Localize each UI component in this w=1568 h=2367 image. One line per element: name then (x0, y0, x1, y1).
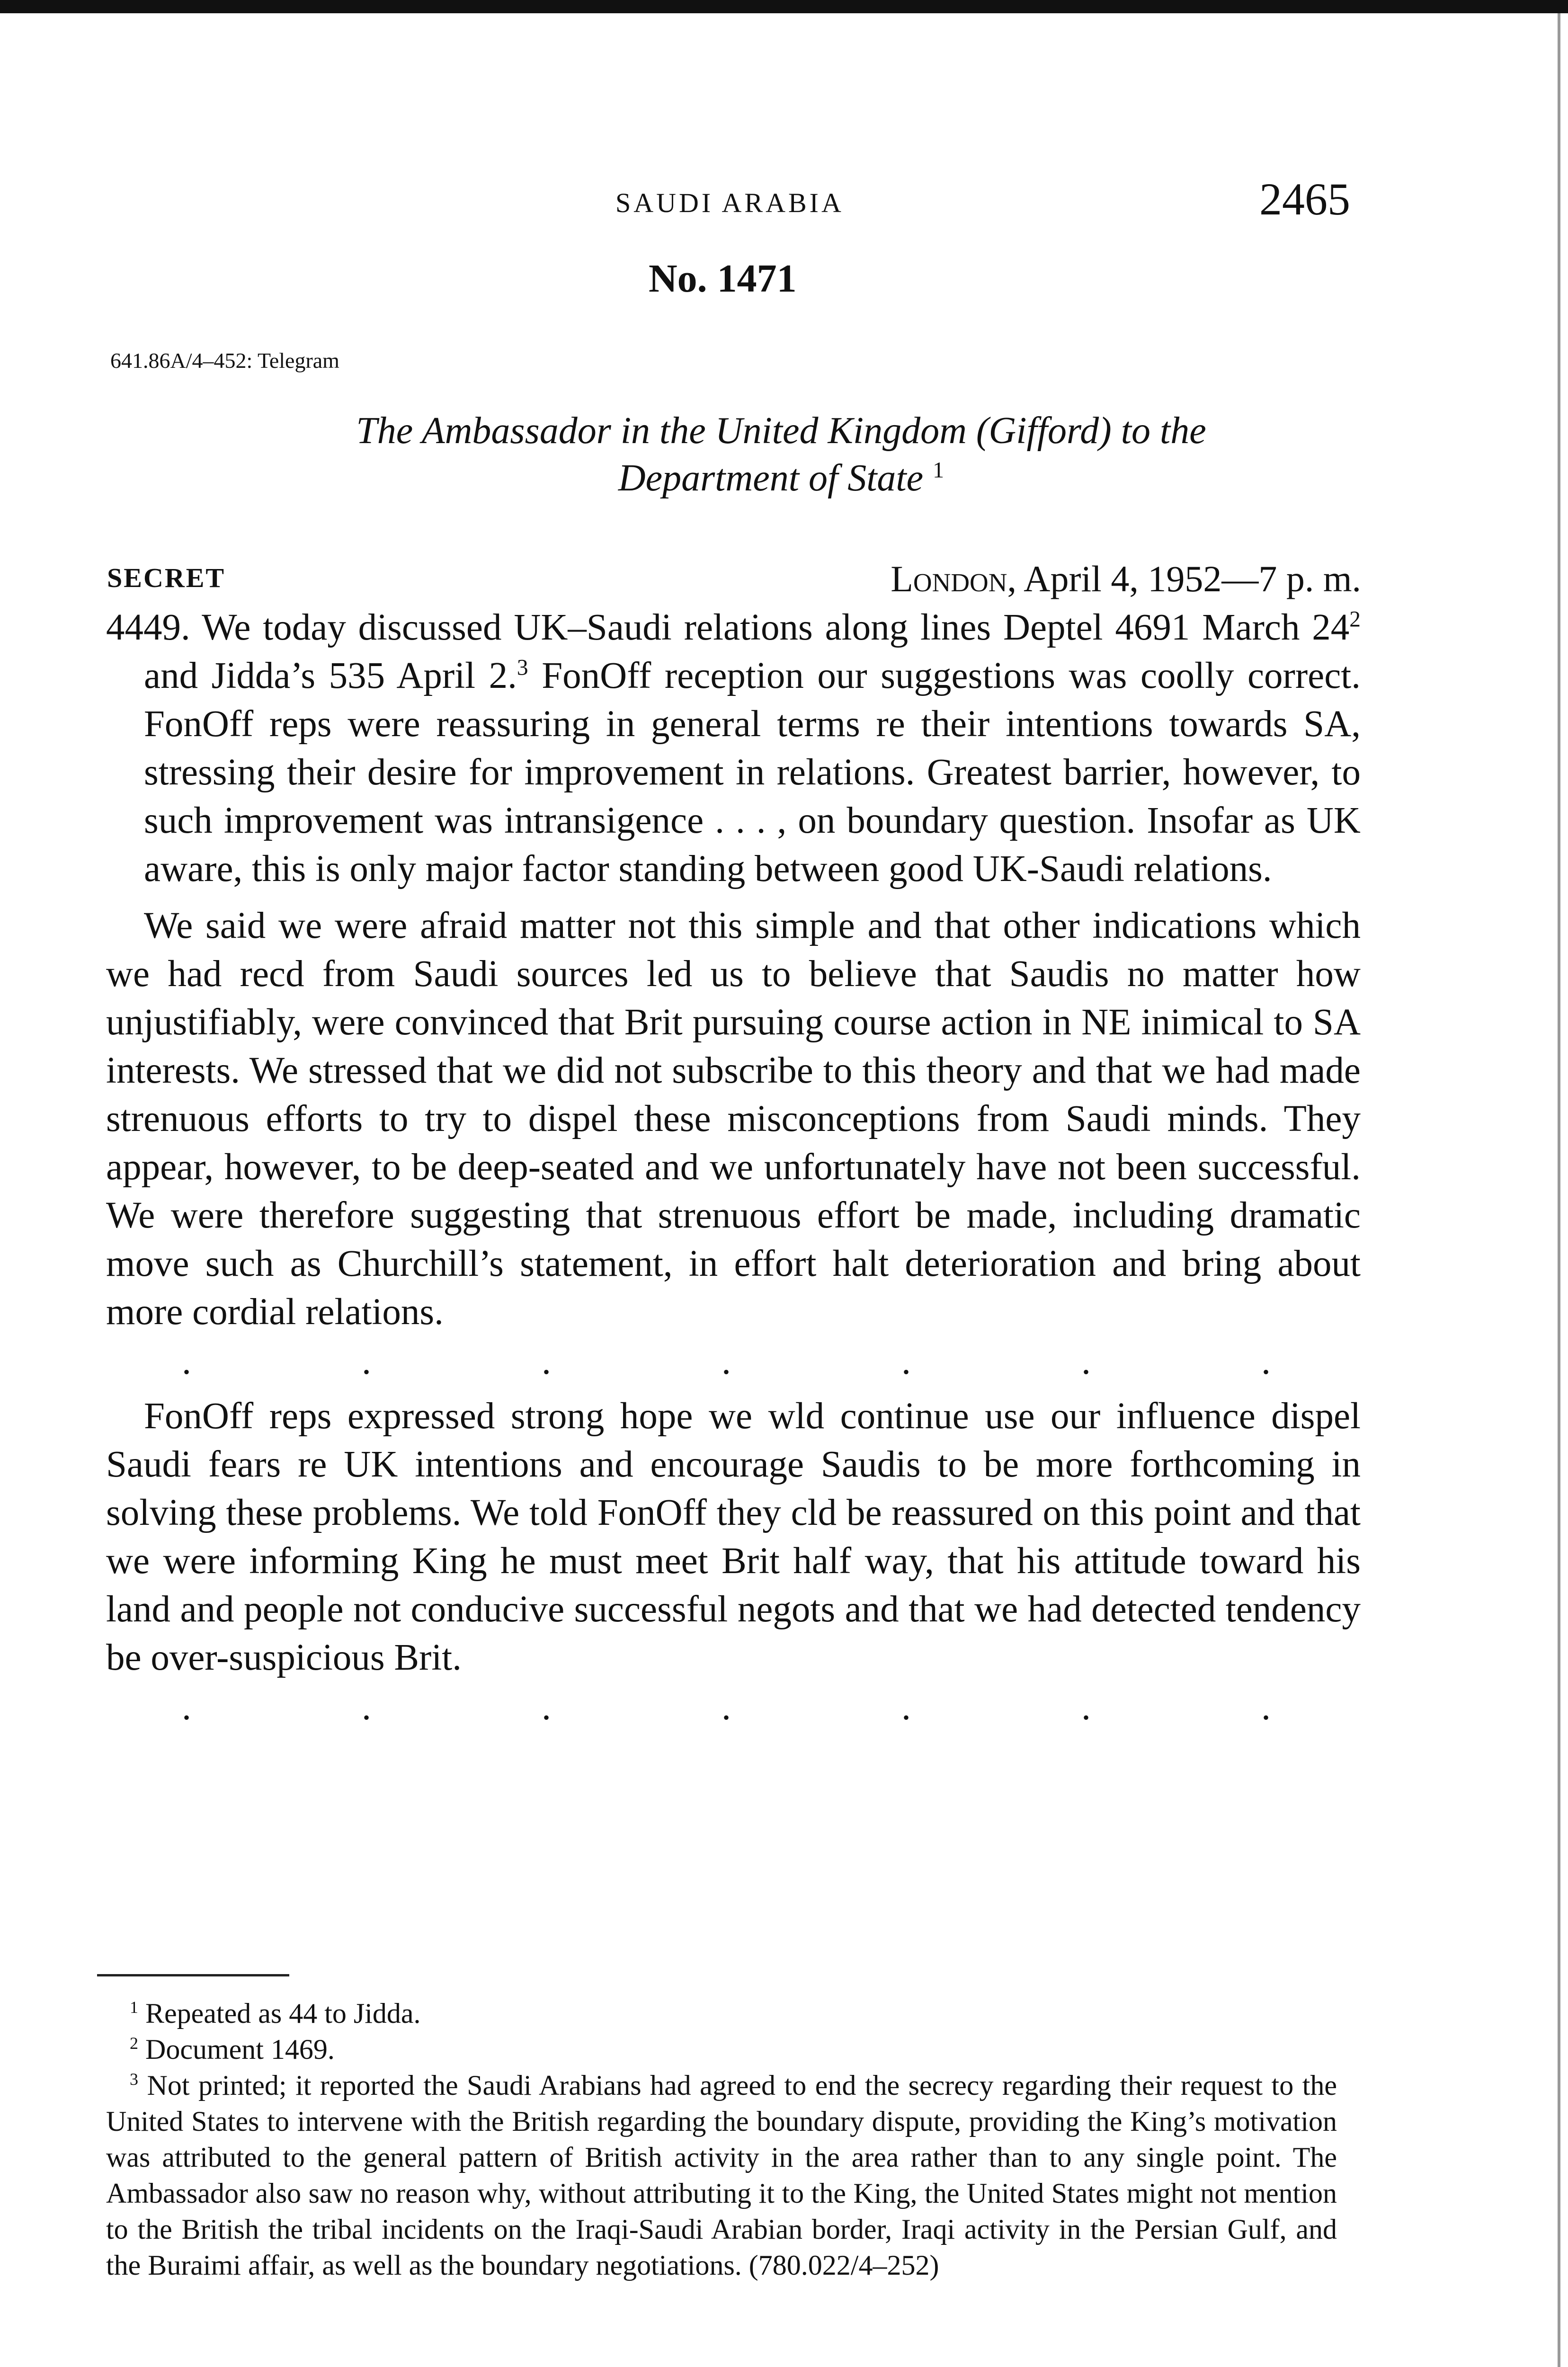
ellipsis-dot: . (1261, 1686, 1271, 1728)
footnote-mark-1: 1 (130, 1998, 138, 2017)
footnote-2 (106, 2031, 1337, 2067)
scan-top-edge (0, 0, 1568, 13)
heading-line-2-text: Department of State (618, 457, 924, 499)
ellipsis-dot: . (182, 1341, 191, 1382)
paragraph-1 (106, 604, 1361, 893)
footnote-ref-3: 3 (517, 655, 528, 680)
dateline (891, 558, 1361, 600)
heading-line-1: The Ambassador in the United Kingdom (Gifford) to the (356, 410, 1206, 452)
footnotes (106, 1995, 1337, 2283)
file-reference: 641.86A/4–452: Telegram (110, 348, 339, 373)
footnote-3 (106, 2067, 1337, 2283)
paragraph-1-part-b: and Jidda’s 535 April 2. (144, 655, 517, 696)
ellipsis-dot: . (901, 1686, 911, 1728)
document-heading (142, 407, 1420, 502)
running-title: SAUDI ARABIA (615, 187, 844, 218)
ellipsis-dot: . (1081, 1341, 1091, 1382)
paragraph-3: FonOff reps expressed strong hope we wld continue use our influence dispel Saudi fears re UK intentions and encourage Saudis to be more forthcoming in solving these problems. We told FonOff they cld be reassured on this point and that we were informing King he must meet Brit half way, that his attitude toward his land and people not conducive successful negots and that we had detected tendency be over-suspicious Brit. (106, 1396, 1361, 1678)
paragraph-1-part-a: 4449. We today discussed UK–Saudi relations along lines Deptel 4691 March 24 (106, 607, 1350, 648)
document-number: No. 1471 (649, 257, 797, 301)
ellipsis-dot: . (542, 1341, 551, 1382)
classification-label: SECRET (107, 562, 226, 593)
telegram-body (106, 604, 1361, 1738)
paragraph-1-part-c: FonOff reception our suggestions was coolly correct. FonOff reps were reassuring in general terms re their intentions towards SA, stressing their desire for improvement in relations. Greatest barrier, however, to such improvement was intransigence . . . , on boundary question. Insofar as UK aware, this is only major factor standing between good UK-Saudi relations. (144, 655, 1361, 890)
footnote-1 (106, 1995, 1337, 2031)
ellipsis-dot: . (1081, 1686, 1091, 1728)
ellipsis-dot: . (722, 1686, 731, 1728)
footnote-1-text: Repeated as 44 to Jidda. (138, 1998, 421, 2029)
scan-right-edge (1558, 13, 1560, 2367)
dateline-place: London (891, 558, 1007, 599)
ellipsis-dot: . (901, 1341, 911, 1382)
footnote-ref-1: 1 (933, 457, 944, 483)
ellipsis-dot: . (362, 1686, 371, 1728)
footnote-2-text: Document 1469. (138, 2034, 335, 2065)
ellipsis-dot: . (1261, 1341, 1271, 1382)
ellipsis-row-2 (182, 1686, 1271, 1728)
ellipsis-dot: . (722, 1341, 731, 1382)
footnote-mark-3: 3 (130, 2070, 138, 2089)
ellipsis-dot: . (182, 1686, 191, 1728)
ellipsis-row-1 (182, 1341, 1271, 1382)
footnote-mark-2: 2 (130, 2034, 138, 2053)
footnote-ref-2: 2 (1349, 607, 1361, 632)
page-number: 2465 (1259, 174, 1350, 224)
heading-line-2 (142, 454, 1420, 502)
footnote-3-text: Not printed; it reported the Saudi Arabians had agreed to end the secrecy regarding their request to the United States to intervene with the British regarding the boundary dispute, providing the King’s motivation was attributed to the general pattern of British activity in the area rather than to any single point. The Ambassador also saw no reason why, without attributing it to the King, the United States might not mention to the British the tribal incidents on the Iraqi-Saudi Arabian border, Iraqi activity in the Persian Gulf, and the Buraimi affair, as well as the boundary negotiations. (780.022/4–252) (106, 2070, 1337, 2281)
ellipsis-dot: . (542, 1686, 551, 1728)
dateline-date: , April 4, 1952—7 p. m. (1007, 558, 1361, 599)
paragraph-2: We said we were afraid matter not this simple and that other indications which we had recd from Saudi sources led us to believe that Saudis no matter how unjustifiably, were convinced that Brit pursuing course action in NE inimical to SA interests. We stressed that we did not subscribe to this theory and that we had made strenuous efforts to try to dispel these misconceptions from Saudi minds. They appear, however, to be deep-seated and we unfortunately have not been successful. We were therefore suggesting that strenuous effort be made, including dramatic move such as Churchill’s statement, in effort halt deterioration and bring about more cordial relations. (106, 905, 1361, 1333)
ellipsis-dot: . (362, 1341, 371, 1382)
footnote-divider (97, 1974, 289, 1976)
